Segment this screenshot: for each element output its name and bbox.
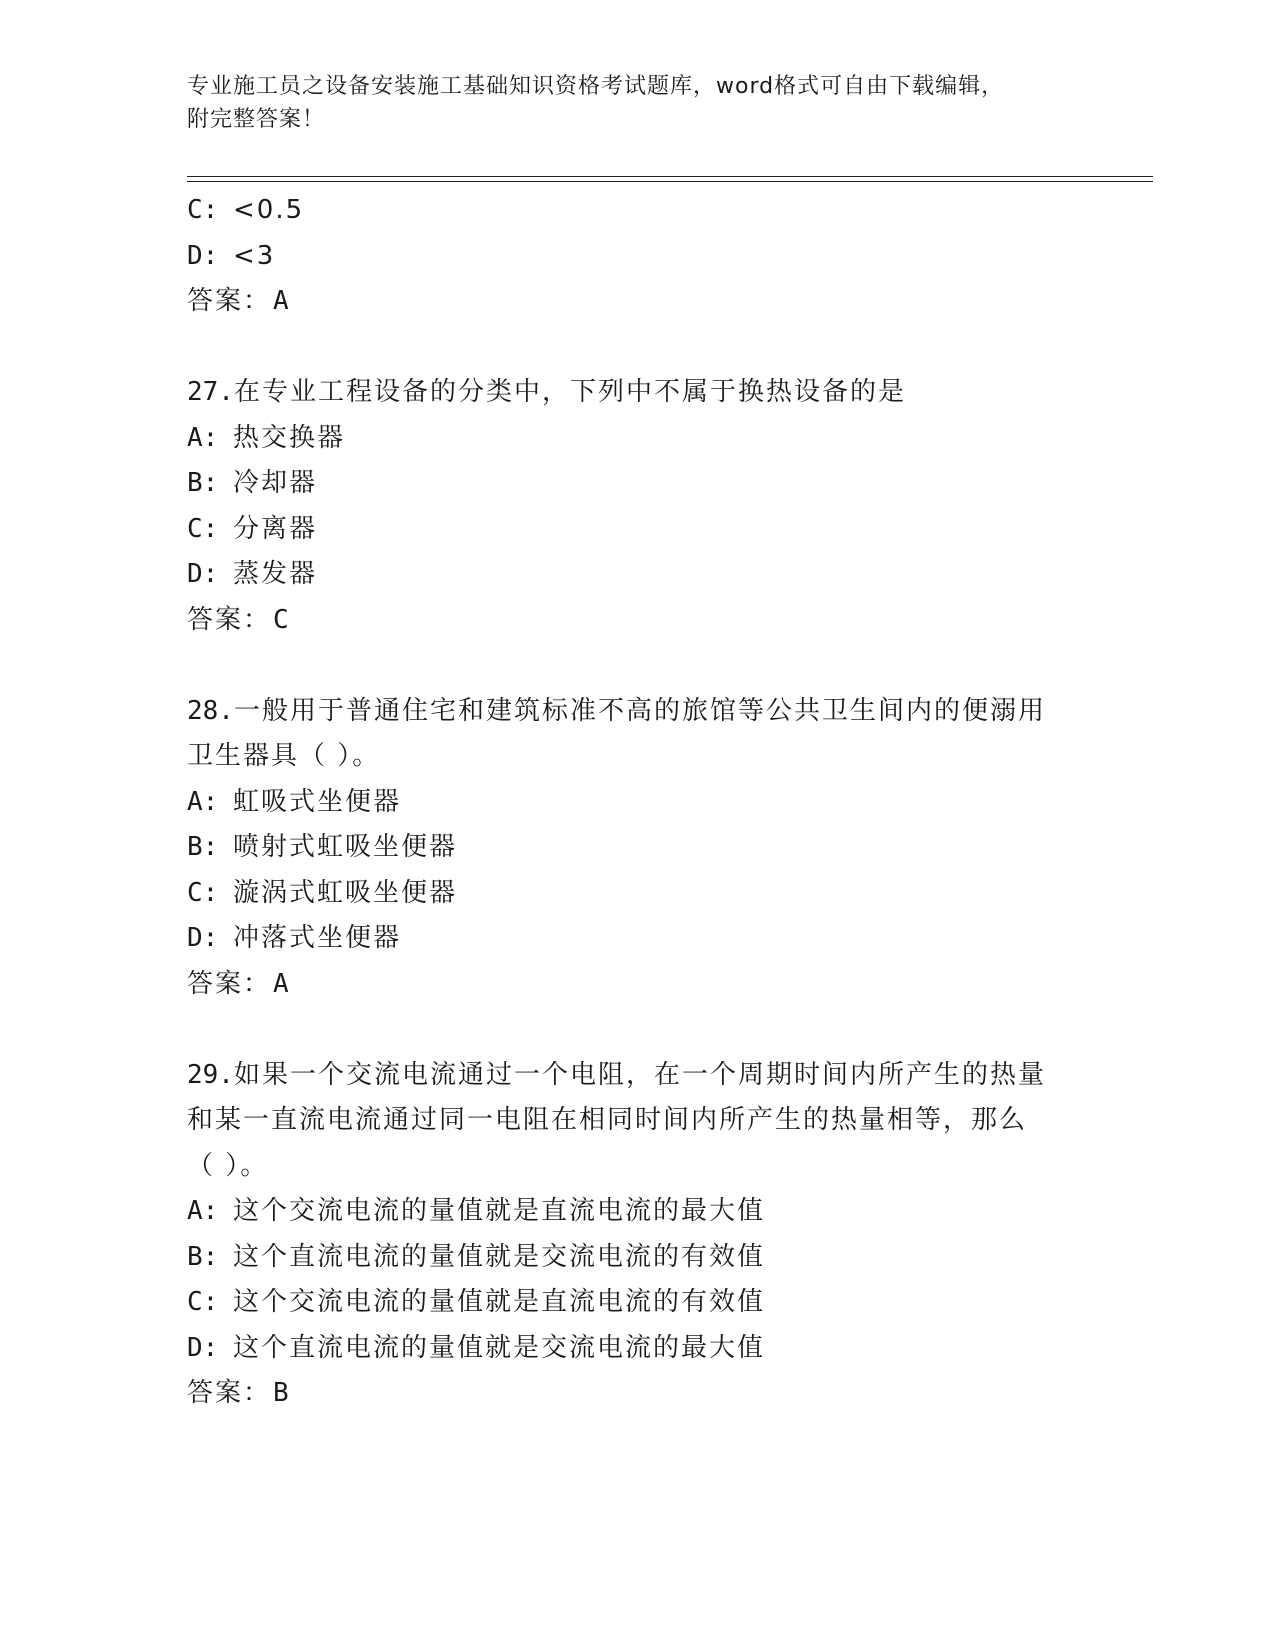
option-b bbox=[187, 461, 1087, 507]
question-stem bbox=[187, 689, 1087, 735]
option-letter: A: bbox=[187, 786, 219, 817]
question-28 bbox=[187, 689, 1087, 1008]
header-divider-top bbox=[187, 176, 1153, 177]
option-d bbox=[187, 916, 1087, 962]
question-stem-text: 在专业工程设备的分类中，下列中不属于换热设备的是 bbox=[233, 377, 906, 407]
option-b bbox=[187, 825, 1087, 871]
option-c bbox=[187, 188, 1087, 234]
option-a bbox=[187, 780, 1087, 826]
question-stem bbox=[187, 370, 1087, 416]
answer-label: 答案： bbox=[187, 968, 272, 999]
answer-line bbox=[187, 1371, 1087, 1417]
question-27 bbox=[187, 370, 1087, 643]
option-a bbox=[187, 416, 1087, 462]
page-header bbox=[187, 70, 1087, 136]
option-text: 漩涡式虹吸坐便器 bbox=[233, 877, 458, 908]
option-text: 这个直流电流的量值就是交流电流的最大值 bbox=[233, 1332, 766, 1363]
question-29 bbox=[187, 1053, 1087, 1417]
question-stem bbox=[187, 1053, 1087, 1099]
question-stem-text: 一般用于普通住宅和建筑标准不高的旅馆等公共卫生间内的便溺用 bbox=[233, 695, 1046, 726]
option-text: <3 bbox=[233, 240, 276, 271]
option-d bbox=[187, 1326, 1087, 1372]
option-letter: B: bbox=[187, 1241, 219, 1272]
question-stem-continued: 卫生器具（ ）。 bbox=[187, 741, 381, 771]
option-text: 冷却器 bbox=[233, 468, 318, 498]
answer-value: A bbox=[273, 968, 289, 999]
answer-value: C bbox=[273, 604, 289, 635]
option-letter: A: bbox=[187, 422, 219, 453]
option-c bbox=[187, 1280, 1087, 1326]
option-c bbox=[187, 507, 1087, 553]
option-letter: A: bbox=[187, 1196, 219, 1226]
option-letter: B: bbox=[187, 468, 219, 498]
option-text: 这个交流电流的量值就是直流电流的最大值 bbox=[233, 1196, 766, 1226]
option-letter: D: bbox=[187, 923, 219, 953]
option-text: 冲落式坐便器 bbox=[233, 923, 402, 953]
option-letter: D: bbox=[187, 559, 219, 589]
option-text: 分离器 bbox=[233, 513, 318, 544]
header-title-line-1: 专业施工员之设备安装施工基础知识资格考试题库，word格式可自由下载编辑， bbox=[187, 74, 1005, 99]
option-text: 虹吸式坐便器 bbox=[233, 786, 402, 817]
option-letter: C: bbox=[187, 513, 219, 544]
option-text: 喷射式虹吸坐便器 bbox=[233, 832, 458, 862]
option-letter: C: bbox=[187, 1287, 219, 1317]
answer-label: 答案： bbox=[187, 1378, 272, 1408]
previous-question-tail bbox=[187, 188, 1087, 325]
option-text: 蒸发器 bbox=[233, 559, 318, 589]
question-stem-continued: （ ）。 bbox=[187, 1150, 269, 1181]
option-letter: D: bbox=[187, 1332, 219, 1363]
question-list bbox=[187, 188, 1087, 1417]
option-letter: B: bbox=[187, 832, 219, 862]
option-b bbox=[187, 1235, 1087, 1281]
answer-label: 答案： bbox=[187, 286, 272, 316]
option-letter: C: bbox=[187, 195, 219, 225]
spacer bbox=[187, 1007, 1087, 1053]
header-divider-bottom bbox=[187, 181, 1153, 182]
option-letter: D: bbox=[187, 240, 219, 271]
option-text: 这个交流电流的量值就是直流电流的有效值 bbox=[233, 1287, 766, 1317]
option-a bbox=[187, 1189, 1087, 1235]
spacer bbox=[187, 325, 1087, 371]
question-number: 29. bbox=[187, 1059, 234, 1090]
answer-value: B bbox=[273, 1378, 289, 1408]
question-stem-text: 如果一个交流电流通过一个电阻，在一个周期时间内所产生的热量 bbox=[233, 1059, 1046, 1090]
spacer bbox=[187, 643, 1087, 689]
header-title-line-2: 附完整答案！ bbox=[187, 107, 326, 132]
option-text: <0.5 bbox=[233, 195, 305, 225]
option-c bbox=[187, 871, 1087, 917]
answer-line bbox=[187, 279, 1087, 325]
option-text: 这个直流电流的量值就是交流电流的有效值 bbox=[233, 1241, 766, 1272]
answer-label: 答案： bbox=[187, 604, 272, 635]
answer-line bbox=[187, 598, 1087, 644]
answer-value: A bbox=[273, 286, 289, 316]
answer-line bbox=[187, 962, 1087, 1008]
question-stem-continued: 和某一直流电流通过同一电阻在相同时间内所产生的热量相等，那么 bbox=[187, 1105, 1028, 1135]
option-d bbox=[187, 552, 1087, 598]
option-d bbox=[187, 234, 1087, 280]
question-number: 28. bbox=[187, 695, 234, 726]
option-text: 热交换器 bbox=[233, 422, 346, 453]
option-letter: C: bbox=[187, 877, 219, 908]
question-number: 27. bbox=[187, 377, 234, 407]
